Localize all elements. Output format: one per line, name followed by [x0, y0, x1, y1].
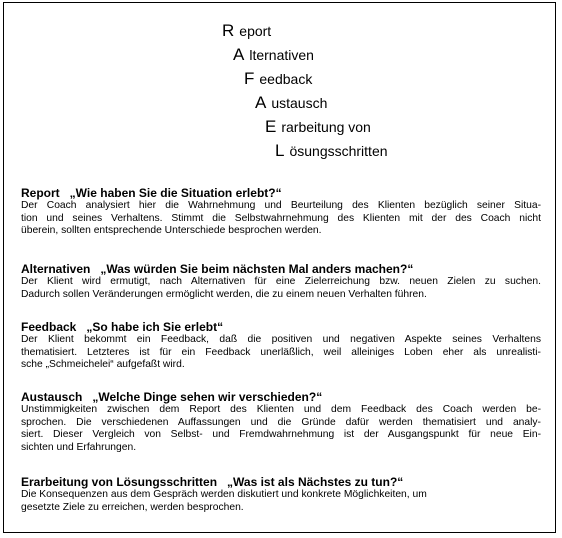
section-heading	[21, 390, 541, 404]
section-question: „Wie haben Sie die Situation erlebt?“	[69, 186, 282, 200]
acronym-letter: A	[255, 93, 267, 112]
section-heading	[21, 320, 541, 334]
acronym-letter: A	[233, 45, 245, 64]
acronym-letter: E	[265, 117, 277, 136]
acronym-word-rest: eport	[239, 23, 272, 39]
section-key: Report	[21, 186, 60, 200]
acronym-letter: R	[222, 21, 235, 40]
body-line: Der Klient bekommt ein Feedback, daß die positiven und negativen Aspekte seines Verhaltens	[21, 334, 541, 345]
acronym-word-rest: lternativen	[249, 47, 314, 63]
body-line: Unstimmigkeiten zwischen dem Report des Klienten und dem Feedback des Coach werden be-	[21, 404, 541, 415]
acronym-word-rest: ösungsschritten	[289, 143, 388, 159]
acronym-letter: L	[275, 141, 285, 160]
acronym-line-r	[222, 23, 271, 39]
acronym-line-f	[244, 71, 312, 87]
body-line: tion und seines Verhaltens. Stimmt die Selbstwahrnehmung des Klienten mit der des Coach nicht	[21, 212, 541, 224]
acronym-word-rest: eedback	[259, 71, 313, 87]
body-line: Dadurch sollen Veränderungen ermöglicht werden, die zu einem neuen Verhalten führen.	[21, 288, 427, 300]
acronym-line-a2	[255, 95, 327, 111]
section-key: Feedback	[21, 320, 77, 334]
section-question: „Welche Dinge sehen wir verschieden?“	[92, 390, 323, 404]
section-report	[21, 186, 541, 238]
section-austausch	[21, 390, 541, 454]
section-erarbeitung	[21, 475, 541, 514]
body-line: sprochen. Die verschiedenen Auffassungen und die Gründe dafür werden thematisiert und analy-	[21, 416, 541, 428]
section-alternativen	[21, 262, 541, 301]
body-line: siert. Dieser Vergleich von Selbst- und Fremdwahrnehmung ist der Ausgangspunkt für neue Ein-	[21, 429, 541, 441]
body-line: Die Konsequenzen aus dem Gespräch werden diskutiert und konkrete Möglichkeiten, um	[21, 489, 427, 500]
section-key: Alternativen	[21, 262, 91, 276]
section-feedback	[21, 320, 541, 372]
section-heading	[21, 186, 541, 200]
acronym-line-a1	[233, 47, 314, 63]
body-line: sche „Schmeichelei“ aufgefaßt wird.	[21, 359, 185, 371]
section-question: „So habe ich Sie erlebt“	[86, 320, 224, 334]
body-line: gesetzte Ziele zu erreichen, werden besprochen.	[21, 501, 244, 513]
acronym-word-rest: ustausch	[271, 95, 328, 111]
body-line: sichten und Erfahrungen.	[21, 441, 137, 453]
acronym-line-e	[265, 119, 371, 135]
section-heading	[21, 475, 541, 489]
document-frame	[3, 2, 556, 533]
body-line: Der Klient wird ermutigt, nach Alternativen für eine Zielerreichung bzw. neuen Zielen zu suchen.	[21, 276, 541, 287]
section-question: „Was ist als Nächstes zu tun?“	[227, 475, 404, 489]
acronym-line-l	[275, 143, 388, 159]
section-key: Erarbeitung von Lösungsschritten	[21, 475, 218, 489]
body-line: thematisiert. Letzteres ist für ein Feedback unerläßlich, weil alleiniges Loben eher als unrealisti-	[21, 346, 541, 358]
section-heading	[21, 262, 541, 276]
section-question: „Was würden Sie beim nächsten Mal anders machen?“	[100, 262, 414, 276]
body-line: überein, sollten entsprechende Unterschiede besprochen werden.	[21, 225, 322, 237]
section-key: Austausch	[21, 390, 83, 404]
acronym-word-rest: rarbeitung von	[281, 119, 371, 135]
acronym-letter: F	[244, 69, 255, 88]
body-line: Der Coach analysiert hier die Wahrnehmung und Beurteilung des Klienten bezüglich seiner Situa-	[21, 200, 541, 211]
